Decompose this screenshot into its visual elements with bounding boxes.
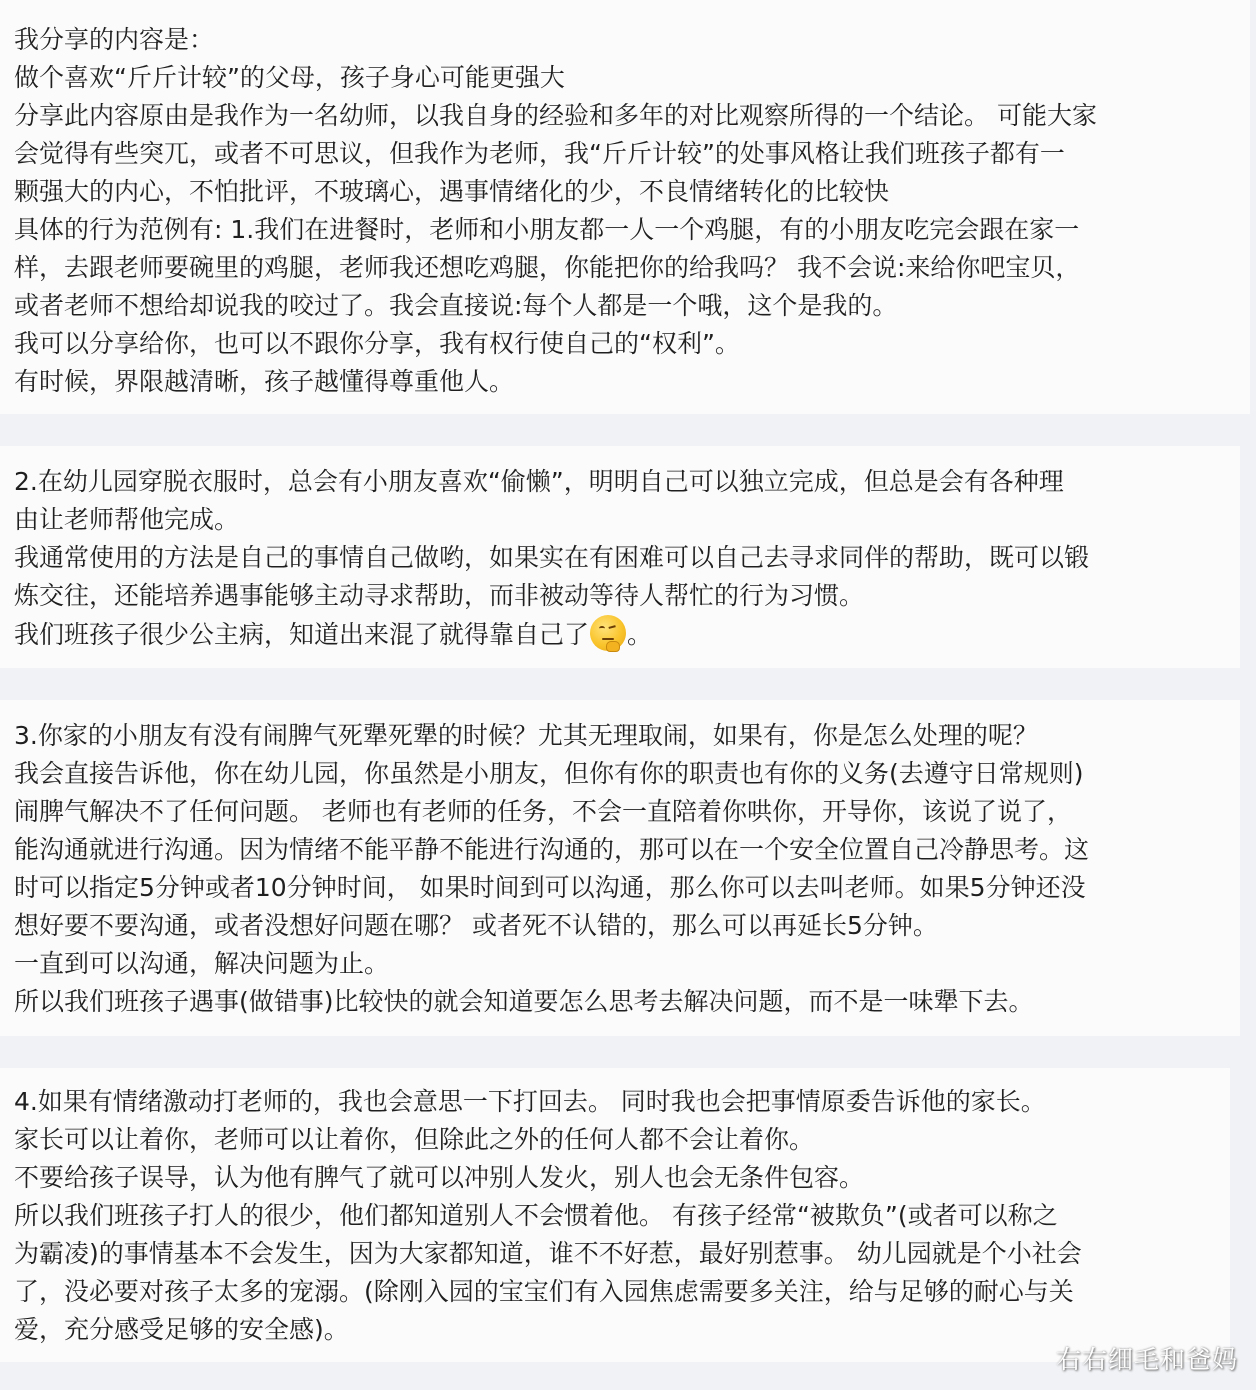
text-line: 时可以指定5分钟或者10分钟时间， 如果时间到可以沟通，那么你可以去叫老师。如果5分钟还没 [14,873,1086,902]
text-block-example-3 [0,700,1240,1036]
text-line: 2.在幼儿园穿脱衣服时，总会有小朋友喜欢“偷懒”，明明自己可以独立完成，但总是会有各种理 [14,467,1064,496]
text-segment: 我们班孩子很少公主病，知道出来混了就得靠自己了 [14,620,590,649]
text-line: 炼交往，还能培养遇事能够主动寻求帮助，而非被动等待人帮忙的行为习惯。 [14,581,865,610]
text-line: 家长可以让着你，老师可以让着你，但除此之外的任何人都不会让着你。 [14,1125,815,1154]
text-line: 分享此内容原由是我作为一名幼师，以我自身的经验和多年的对比观察所得的一个结论。 可能大家 [14,101,1097,130]
text-line: 我可以分享给你，也可以不跟你分享，我有权行使自己的“权利”。 [14,329,740,358]
text-line: 我会直接告诉他，你在幼儿园，你虽然是小朋友，但你有你的职责也有你的义务(去遵守日常规则) [14,759,1084,788]
text-line: 3.你家的小朋友有没有闹脾气死犟死犟的时候？尤其无理取闹，如果有，你是怎么处理的呢？ [14,721,1038,750]
text-block-example-4 [0,1068,1230,1362]
text-line: 了，没必要对孩子太多的宠溺。(除刚入园的宝宝们有入园焦虑需要多关注，给与足够的耐心与关 [14,1277,1074,1306]
text-line: 有时候，界限越清晰，孩子越懂得尊重他人。 [14,367,515,396]
text-line: 想好要不要沟通，或者没想好问题在哪？ 或者死不认错的，那么可以再延长5分钟。 [14,911,938,940]
text-line: 我分享的内容是： [14,25,215,54]
text-line: 不要给孩子误导，认为他有脾气了就可以冲别人发火，别人也会无条件包容。 [14,1163,865,1192]
text-line: 或者老师不想给却说我的咬过了。我会直接说:每个人都是一个哦，这个是我的。 [14,291,898,320]
text-block-intro [0,0,1250,414]
text-block-example-2 [0,446,1240,668]
text-line: 爱，充分感受足够的安全感)。 [14,1315,349,1344]
text-line: 能沟通就进行沟通。因为情绪不能平静不能进行沟通的，那可以在一个安全位置自己冷静思考。这 [14,835,1090,864]
text-line: 一直到可以沟通，解决问题为止。 [14,949,390,978]
text-line: 为霸凌)的事情基本不会发生，因为大家都知道，谁不不好惹，最好别惹事。 幼儿园就是个小社会 [14,1239,1082,1268]
text-segment: 。 [627,620,653,649]
text-line: 具体的行为范例有: 1.我们在进餐时，老师和小朋友都一人一个鸡腿，有的小朋友吃完会跟在家一 [14,215,1080,244]
text-line: 所以我们班孩子打人的很少，他们都知道别人不会惯着他。 有孩子经常“被欺负”(或者可以称之 [14,1201,1058,1230]
watermark: 右右细毛和爸妈 [1055,1345,1238,1374]
text-line: 由让老师帮他完成。 [14,505,240,534]
text-line-with-emoji [14,615,1228,653]
thinking-face-icon [590,615,626,651]
text-line: 我通常使用的方法是自己的事情自己做哟，如果实在有困难可以自己去寻求同伴的帮助，既可以锻 [14,543,1090,572]
text-line: 样，去跟老师要碗里的鸡腿，老师我还想吃鸡腿，你能把你的给我吗？ 我不会说:来给你吧宝贝， [14,253,1081,282]
text-line: 颗强大的内心，不怕批评，不玻璃心，遇事情绪化的少，不良情绪转化的比较快 [14,177,890,206]
text-line: 闹脾气解决不了任何问题。 老师也有老师的任务，不会一直陪着你哄你，开导你，该说了说了， [14,797,1072,826]
text-line: 会觉得有些突兀，或者不可思议，但我作为老师，我“斤斤计较”的处事风格让我们班孩子都有一 [14,139,1065,168]
text-line: 4.如果有情绪激动打老师的，我也会意思一下打回去。 同时我也会把事情原委告诉他的家长。 [14,1087,1046,1116]
text-line: 做个喜欢“斤斤计较”的父母，孩子身心可能更强大 [14,63,565,92]
text-line: 所以我们班孩子遇事(做错事)比较快的就会知道要怎么思考去解决问题，而不是一味犟下去。 [14,987,1034,1016]
